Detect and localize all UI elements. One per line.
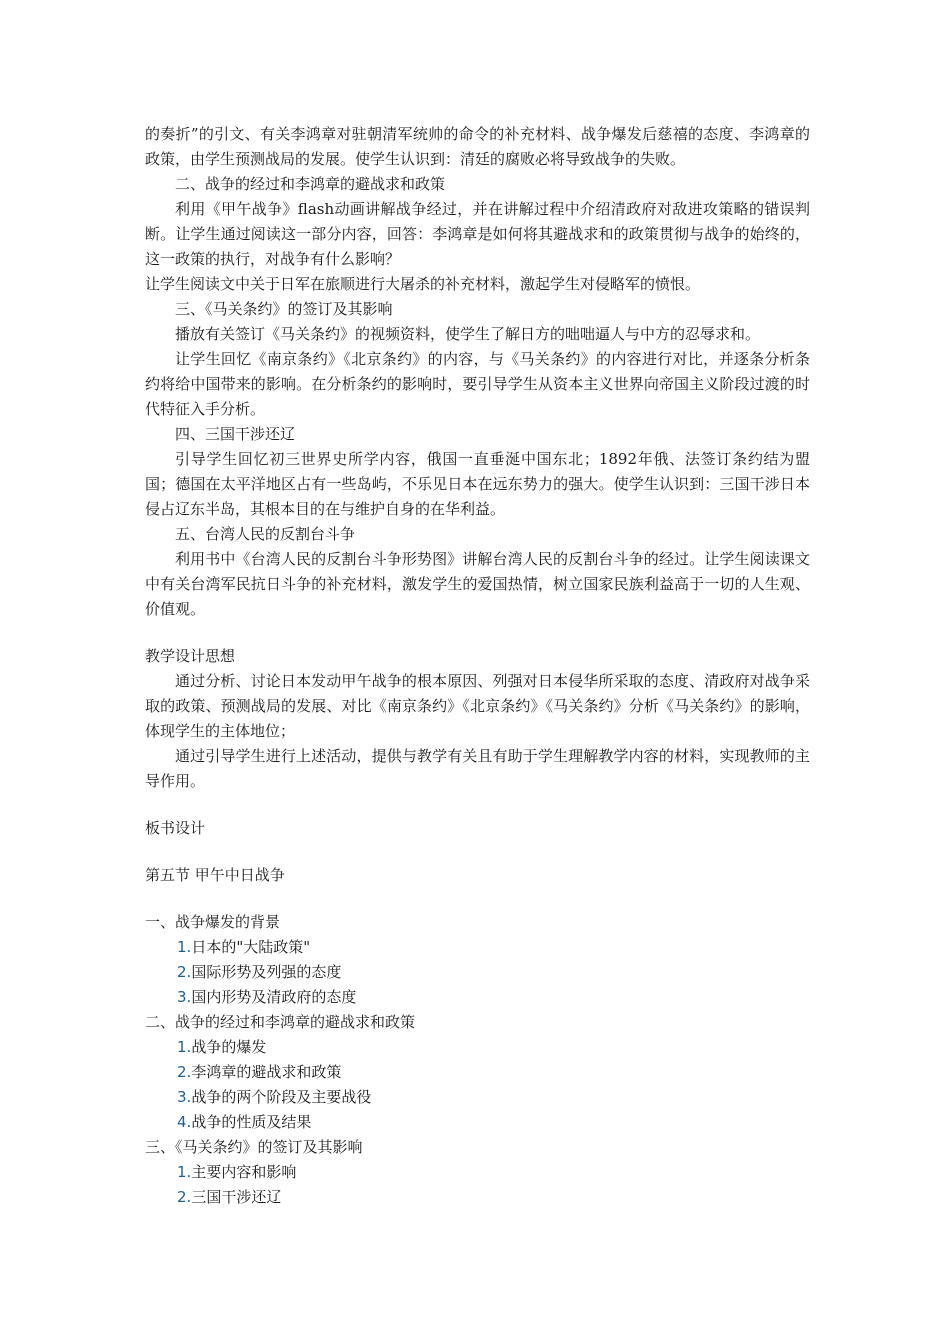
document-content [145,122,810,1210]
outline-item: 3.战争的两个阶段及主要战役 [177,1088,372,1106]
spacer [145,888,810,910]
paragraph-section-5: 利用书中《台湾人民的反割台斗争形势图》讲解台湾人民的反割台斗争的经过。让学生阅读课文中有关台湾军民抗日斗争的补充材料，激发学生的爱国热情，树立国家民族利益高于一切的人生观、价值观。 [145,550,810,618]
outline-item: 1.战争的爆发 [177,1038,267,1056]
spacer [145,794,810,816]
outline-item: 3.国内形势及清政府的态度 [177,988,357,1006]
paragraph-section-3: 播放有关签订《马关条约》的视频资料，使学生了解日方的咄咄逼人与中方的忍辱求和。 [175,325,761,343]
design-paragraph-2: 通过引导学生进行上述活动，提供与教学有关且有助于学生理解教学内容的材料，实现教师的主导作用。 [145,747,810,790]
outline-item: 2.三国干涉还辽 [177,1188,282,1206]
design-title: 教学设计思想 [145,647,236,665]
outline-section-3: 三、《马关条约》的签订及其影响 [145,1138,363,1156]
outline-item: 1.日本的"大陆政策" [177,938,311,956]
paragraph-section-2: 利用《甲午战争》flash动画讲解战争经过，并在讲解过程中介绍清政府对敌进攻策略的错误判断。让学生通过阅读这一部分内容，回答：李鸿章是如何将其避战求和的政策贯彻与战争的始终的，这一政策的执行，对战争有什么影响？ [145,200,810,268]
board-outline [145,910,810,1210]
paragraph-intro: 的奏折”的引文、有关李鸿章对驻朝清军统帅的命令的补充材料、战争爆发后慈禧的态度、李鸿章的政策，由学生预测战局的发展。使学生认识到：清廷的腐败必将导致战争的失败。 [145,125,810,168]
outline-item: 2.李鸿章的避战求和政策 [177,1063,342,1081]
section-heading-4: 四、三国干涉还辽 [175,425,296,443]
spacer [145,841,810,863]
outline-item: 4.战争的性质及结果 [177,1113,312,1131]
outline-section-2: 二、战争的经过和李鸿章的避战求和政策 [145,1013,416,1031]
outline-item: 2.国际形势及列强的态度 [177,963,342,981]
paragraph-section-4: 引导学生回忆初三世界史所学内容，俄国一直垂涎中国东北；1892年俄、法签订条约结为盟国；德国在太平洋地区占有一些岛屿，不乐见日本在远东势力的强大。使学生认识到：三国干涉日本侵占辽东半岛，其根本目的在与维护自身的在华利益。 [145,450,810,518]
spacer [145,622,810,644]
design-paragraph-1: 通过分析、讨论日本发动甲午战争的根本原因、列强对日本侵华所采取的态度、清政府对战争采取的政策、预测战局的发展、对比《南京条约》《北京条约》《马关条约》分析《马关条约》的影响，体现学生的主体地位； [145,672,810,740]
outline-item: 1.主要内容和影响 [177,1163,297,1181]
section-heading-5: 五、台湾人民的反割台斗争 [175,525,356,543]
section-heading-3: 三、《马关条约》的签订及其影响 [175,300,393,318]
section-heading-2: 二、战争的经过和李鸿章的避战求和政策 [175,175,446,193]
lesson-title: 第五节 甲午中日战争 [145,866,285,884]
paragraph-section-2b: 让学生阅读文中关于日军在旅顺进行大屠杀的补充材料，激起学生对侵略军的愤恨。 [145,275,701,293]
outline-section-1: 一、战争爆发的背景 [145,913,281,931]
paragraph-section-3b: 让学生回忆《南京条约》《北京条约》的内容，与《马关条约》的内容进行对比，并逐条分析条约将给中国带来的影响。在分析条约的影响时，要引导学生从资本主义世界向帝国主义阶段过渡的时代特征入手分析。 [145,350,810,418]
board-title: 板书设计 [145,819,206,837]
